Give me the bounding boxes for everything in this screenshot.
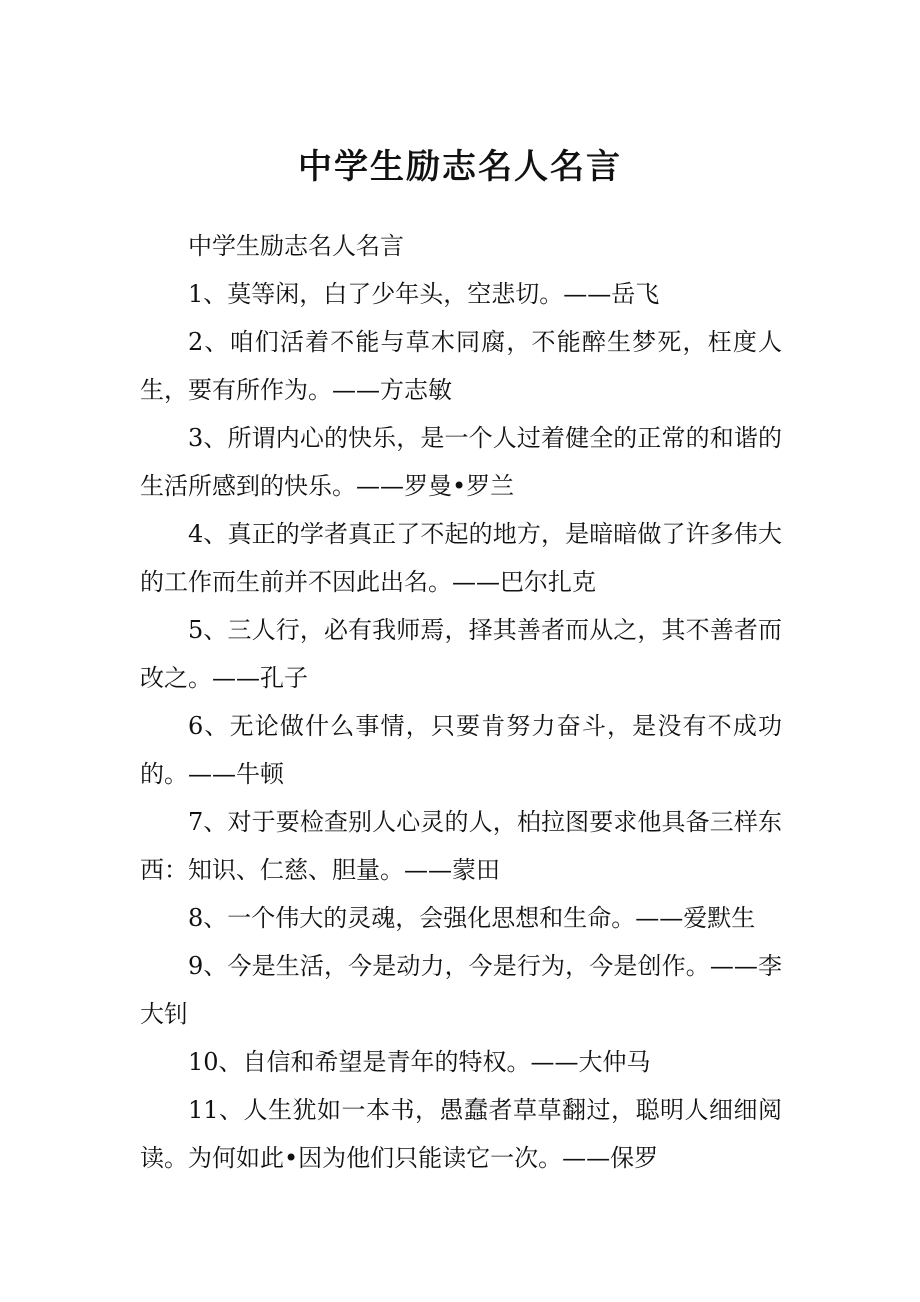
quote-4: 4、真正的学者真正了不起的地方，是暗暗做了许多伟大的工作而生前并不因此出名。——巴尔扎克: [140, 520, 782, 596]
paragraph-intro: 中学生励志名人名言: [188, 232, 404, 260]
quote-3: 3、所谓内心的快乐，是一个人过着健全的正常的和谐的生活所感到的快乐。——罗曼•罗兰: [140, 424, 782, 500]
quote-8: 8、一个伟大的灵魂，会强化思想和生命。——爱默生: [188, 904, 756, 932]
quote-9: 9、今是生活，今是动力，今是行为，今是创作。——李大钊: [140, 952, 782, 1028]
quote-5: 5、三人行，必有我师焉，择其善者而从之，其不善者而改之。——孔子: [140, 616, 782, 692]
document-body: [140, 222, 782, 1182]
document-title: 中学生励志名人名言: [298, 147, 622, 187]
quote-6: 6、无论做什么事情，只要肯努力奋斗，是没有不成功的。——牛顿: [140, 712, 782, 788]
quote-10: 10、自信和希望是青年的特权。——大仲马: [188, 1048, 651, 1076]
quote-1: 1、莫等闲，白了少年头，空悲切。——岳飞: [188, 280, 660, 308]
quote-2: 2、咱们活着不能与草木同腐，不能醉生梦死，枉度人生，要有所作为。——方志敏: [140, 328, 782, 404]
quote-11: 11、人生犹如一本书，愚蠢者草草翻过，聪明人细细阅读。为何如此•因为他们只能读它一次。——保罗: [140, 1096, 782, 1172]
quote-7: 7、对于要检查别人心灵的人，柏拉图要求他具备三样东西：知识、仁慈、胆量。——蒙田: [140, 808, 782, 884]
